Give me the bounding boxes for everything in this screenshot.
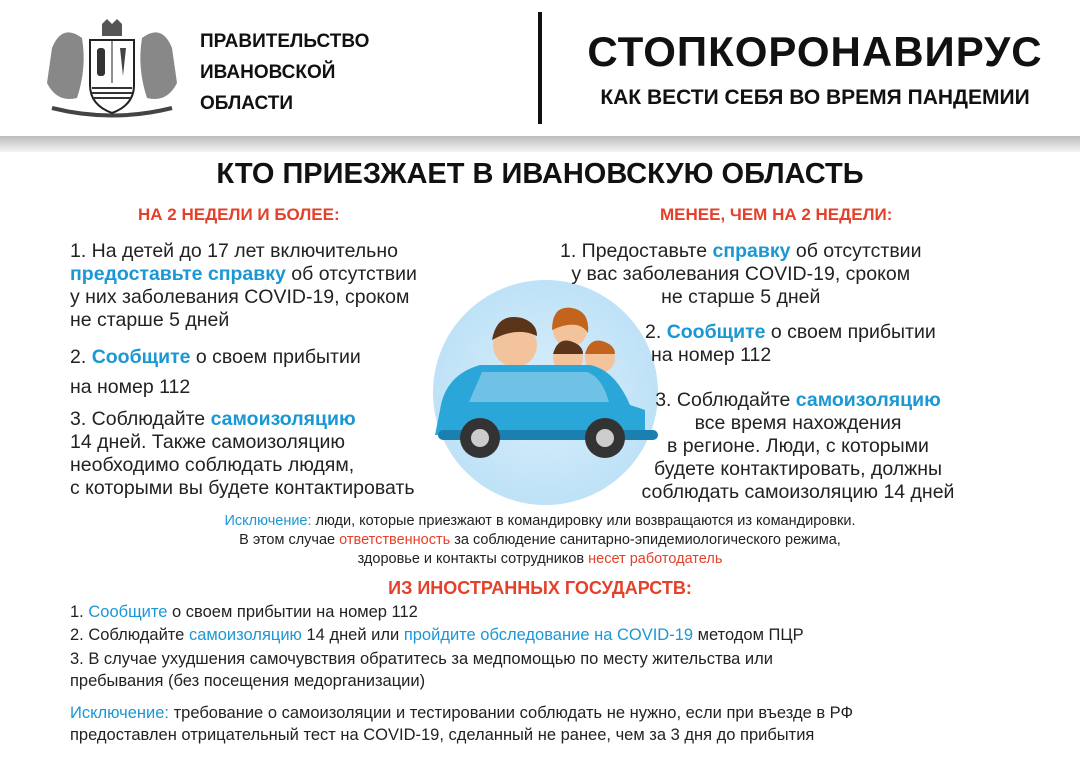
right-item-2	[645, 321, 936, 367]
highlight: самоизоляцию	[795, 389, 941, 411]
highlight: справку	[712, 240, 791, 262]
left-heading: НА 2 НЕДЕЛИ И БОЛЕЕ:	[138, 205, 340, 224]
highlight: Сообщите	[88, 603, 168, 621]
text: об отсутствии	[285, 263, 417, 285]
org-line: ОБЛАСТИ	[200, 93, 294, 114]
left-item-1	[70, 240, 417, 332]
foreign-heading: ИЗ ИНОСТРАННЫХ ГОСУДАРСТВ:	[388, 578, 692, 598]
header-shadow	[0, 136, 1080, 152]
divider	[538, 12, 542, 124]
text-line: не старше 5 дней	[70, 309, 230, 331]
page-title: КТО ПРИЕЗЖАЕТ В ИВАНОВСКУЮ ОБЛАСТЬ	[216, 158, 864, 190]
text-line: у вас заболевания COVID-19, сроком	[571, 263, 911, 285]
exception-label: Исключение:	[70, 704, 170, 722]
highlight: несет работодатель	[588, 551, 723, 567]
highlight: Сообщите	[666, 321, 766, 343]
text-line: у них заболевания COVID-19, сроком	[70, 286, 410, 308]
text-line: 1. На детей до 17 лет включительно	[70, 240, 398, 262]
text-line: 14 дней. Также самоизоляцию	[70, 431, 346, 453]
right-item-1	[560, 240, 921, 309]
text-line: не старше 5 дней	[661, 286, 821, 308]
business-trip-exception	[0, 512, 1080, 569]
text-line: необходимо соблюдать людям,	[70, 454, 355, 476]
foreign-exception	[70, 702, 853, 746]
right-item-3	[598, 389, 998, 504]
text: здоровье и контакты сотрудников	[357, 551, 589, 567]
text: 3. Соблюдайте	[70, 408, 211, 430]
org-name	[200, 26, 369, 119]
text: о своем прибытии	[765, 321, 936, 343]
highlight: пройдите обследование на COVID-19	[403, 626, 694, 644]
text: В этом случае	[239, 532, 340, 548]
highlight: ответственность	[339, 532, 451, 548]
text: об отсутствии	[790, 240, 922, 262]
highlight: Сообщите	[91, 346, 191, 368]
text: 1.	[70, 603, 89, 621]
text-line: с которыми вы будете контактировать	[70, 477, 415, 499]
brand-subtitle: КАК ВЕСТИ СЕБЯ ВО ВРЕМЯ ПАНДЕМИИ	[600, 86, 1030, 109]
text-line: предоставлен отрицательный тест на COVID-19, сделанный не ранее, чем за 3 дня до прибытия	[70, 726, 815, 744]
text: 2.	[645, 321, 667, 343]
text-line: соблюдать самоизоляцию 14 дней	[641, 481, 955, 503]
highlight: предоставьте справку	[70, 263, 286, 285]
left-item-2	[70, 344, 361, 400]
foreign-item-2	[70, 624, 804, 646]
highlight: самоизоляцию	[188, 626, 302, 644]
text: о своем прибытии на номер 112	[167, 603, 418, 621]
exception-label: Исключение:	[224, 513, 312, 529]
text-line: в регионе. Люди, с которыми	[667, 435, 929, 457]
text: 2.	[70, 346, 92, 368]
text: 2. Соблюдайте	[70, 626, 189, 644]
text-line: на номер 112	[70, 376, 191, 398]
text-line: пребывания (без посещения медорганизации)	[70, 672, 426, 690]
brand-title: СТОПКОРОНАВИРУС	[587, 28, 1043, 75]
org-line: ИВАНОВСКОЙ	[200, 62, 336, 83]
text-line: все время нахождения	[694, 412, 902, 434]
text: 3. Соблюдайте	[655, 389, 796, 411]
text-line: на номер 112	[651, 344, 772, 366]
text: о своем прибытии	[190, 346, 361, 368]
org-line: ПРАВИТЕЛЬСТВО	[200, 31, 370, 52]
text-line: 3. В случае ухудшения самочувствия обратитесь за медпомощью по месту жительства или	[70, 650, 773, 668]
text: требование о самоизоляции и тестировании соблюдать не нужно, если при въезде в РФ	[169, 704, 854, 722]
foreign-item-1	[70, 601, 418, 623]
text: 14 дней или	[301, 626, 404, 644]
text: люди, которые приезжают в командировку или возвращаются из командировки.	[311, 513, 856, 529]
text: 1. Предоставьте	[560, 240, 713, 262]
right-heading: МЕНЕЕ, ЧЕМ НА 2 НЕДЕЛИ:	[660, 205, 893, 224]
coat-of-arms-icon	[42, 18, 182, 118]
left-item-3	[70, 408, 415, 500]
header	[0, 0, 1080, 136]
foreign-item-3	[70, 648, 773, 692]
text: за соблюдение санитарно-эпидемиологического режима,	[450, 532, 841, 548]
text: методом ПЦР	[693, 626, 804, 644]
highlight: самоизоляцию	[210, 408, 356, 430]
text-line: будете контактировать, должны	[653, 458, 943, 480]
